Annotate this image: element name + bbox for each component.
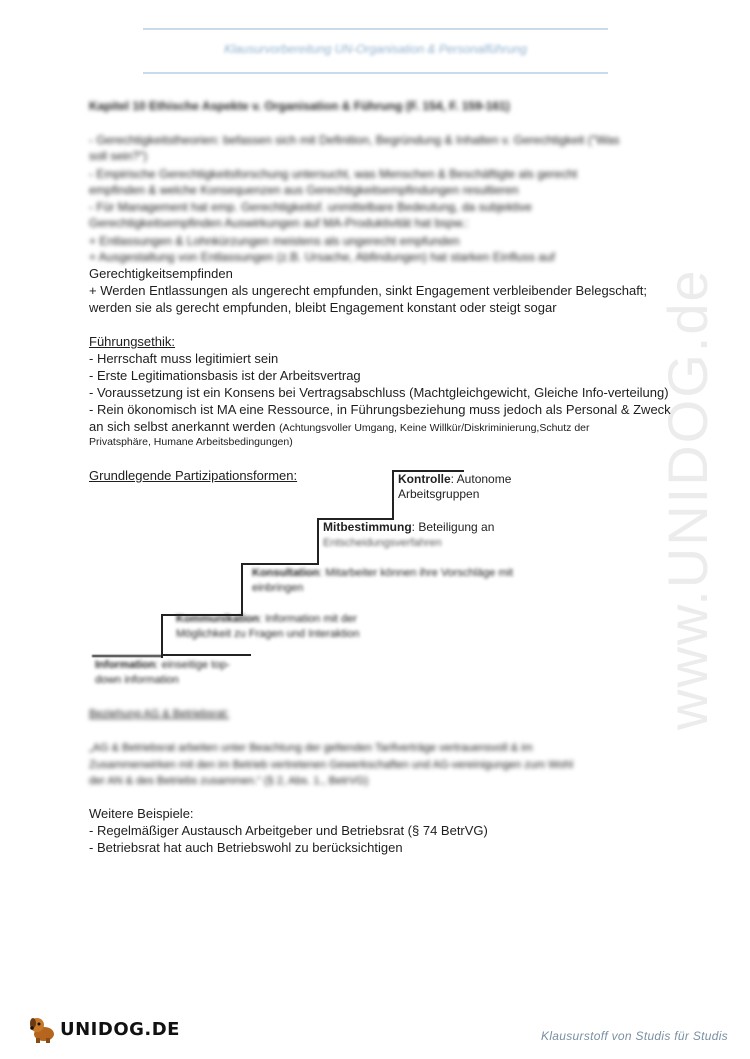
stair-base [92, 655, 162, 657]
ethics-item: - Herrschaft muss legitimiert sein [89, 351, 279, 366]
blurred-line: empfinden & welche Konsequenzen aus Gerechtigkeitsempfindungen resultieren [89, 183, 519, 197]
ethics-heading: Führungsethik: [89, 334, 175, 349]
step-konsultation-rest: : Mitarbeiter können ihre Vorschläge mit [319, 567, 514, 579]
participation-heading: Grundlegende Partizipationsformen: [89, 468, 298, 483]
examples-heading: Weitere Beispiele: [89, 806, 194, 821]
footer-tagline: Klausurstoff von Studis für Studis [541, 1029, 728, 1043]
blurred-line: + Entlassungen & Lohnkürzungen meistens als ungerecht empfunden [89, 234, 460, 248]
step-mitbestimmung [323, 520, 494, 551]
relation-quote-line: Zusammenwirken mit den im Betrieb vertretenen Gewerkschaften und AG-vereinigungen zum Wohl [89, 759, 574, 771]
relation-quote-line: der AN & des Betriebs zusammen.“ (§ 2, Abs. 1., BetrVG) [89, 775, 369, 787]
step-mitbestimmung-bold: Mitbestimmung [323, 520, 412, 534]
ethics-item: - Rein ökonomisch ist MA eine Ressource, in Führungsbeziehung muss jedoch als Personal & Zweck [89, 402, 671, 417]
ethics-last-main: an sich selbst anerkannt werden [89, 419, 280, 434]
header-title: Klausurvorbereitung UN-Organisation & Personalführung [224, 42, 527, 56]
step-kommunikation-rest: : Information mit der [259, 613, 357, 625]
step-kontrolle-line2: Arbeitsgruppen [398, 487, 480, 501]
step-kontrolle-bold: Kontrolle [398, 472, 451, 486]
step-konsultation-line2: einbringen [252, 582, 304, 594]
blurred-line: Gerechtigkeitsempfinden Auswirkungen auf MA-Produktivität hat bspw.: [89, 216, 469, 230]
paragraph-line: werden sie als gerecht empfunden, bleibt Engagement konstant oder steigt sogar [89, 300, 557, 315]
ethics-last-small: (Achtungsvoller Umgang, Keine Willkür/Diskriminierung,Schutz der [279, 422, 590, 434]
step-kommunikation-bold: Kommunikation [176, 613, 260, 625]
step-information-rest: : einseitige top- [155, 659, 231, 671]
ethics-item-cont: Privatsphäre, Humane Arbeitsbedingungen) [89, 436, 293, 448]
blurred-line: - Für Management hat emp. Gerechtigkeitsf. unmittelbare Bedeutung, da subjektive [89, 200, 532, 214]
step-konsultation [252, 566, 513, 596]
blurred-line: - Empirische Gerechtigkeitsforschung untersucht, was Menschen & Beschäftigte als gerecht [89, 167, 578, 181]
step-mitbestimmung-rest: : Beteiligung an [411, 520, 495, 534]
examples-item: - Betriebsrat hat auch Betriebswohl zu berücksichtigen [89, 840, 403, 855]
examples-item: - Regelmäßiger Austausch Arbeitgeber und Betriebsrat (§ 74 BetrVG) [89, 823, 488, 838]
relation-quote-line: „AG & Betriebsrat arbeiten unter Beachtung der geltenden Tarifverträge vertrauensvoll & im [89, 742, 533, 754]
logo-text: UNIDOG.DE [60, 1018, 180, 1040]
watermark: www.UNIDOG.de [656, 268, 719, 730]
step-konsultation-bold: Konsultation [252, 567, 320, 579]
header-rule-bottom [143, 72, 608, 74]
ethics-item: - Voraussetzung ist ein Konsens bei Vertragsabschluss (Machtgleichgewicht, Gleiche Info-verteilung) [89, 385, 669, 400]
paragraph-line: Gerechtigkeitsempfinden [89, 266, 233, 281]
paragraph-line: + Werden Entlassungen als ungerecht empfunden, sinkt Engagement verbleibender Belegschaft; [89, 283, 648, 298]
blurred-line: soll sein?") [89, 149, 148, 163]
step-information-line2: down information [95, 674, 179, 686]
step-kommunikation [176, 612, 359, 642]
chapter-heading: Kapitel 10 Ethische Aspekte v. Organisation & Führung (F. 154, F. 159-161) [89, 99, 510, 113]
step-kontrolle [398, 472, 511, 502]
blurred-line: + Ausgestaltung von Entlassungen (z.B. Ursache, Abfindungen) hat starken Einfluss auf [89, 250, 555, 264]
step-kommunikation-line2: Möglichkeit zu Fragen und Interaktion [176, 628, 360, 640]
footer-logo[interactable] [28, 1014, 180, 1044]
relation-heading: Beziehung AG & Betriebsrat: [89, 708, 230, 720]
step-information-bold: Information [95, 659, 156, 671]
blurred-line: - Gerechtigkeitstheorien: befassen sich mit Definition, Begründung & Inhalten v. Gerechtigkeit ("Was [89, 133, 620, 147]
step-kontrolle-rest: : Autonome [450, 472, 512, 486]
step-information [95, 658, 230, 688]
dog-icon [28, 1014, 58, 1044]
step-mitbestimmung-line2: Entscheidungsverfahren [323, 537, 442, 549]
ethics-item: - Erste Legitimationsbasis ist der Arbeitsvertrag [89, 368, 361, 383]
header-rule-top [143, 28, 608, 30]
